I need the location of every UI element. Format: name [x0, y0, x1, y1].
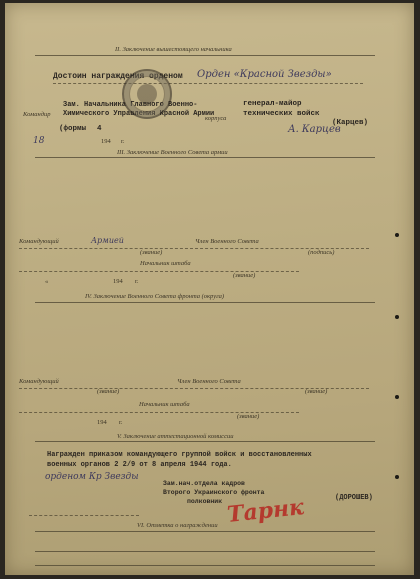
divider [35, 531, 375, 532]
fill-line [29, 515, 139, 516]
section-5-header: V. Заключение аттестационной комиссии [117, 433, 234, 440]
section-3-header: III. Заключение Военного Совета армии [117, 149, 228, 156]
binder-hole [395, 315, 399, 319]
sub-rank-2: (звание) [233, 272, 256, 279]
official-title: Зам. Начальника Главного Военно-Химического Управления Красной Армии [63, 101, 215, 118]
award-order-text-2: военных органов 2 2/9 от 8 апреля 1944 года. [47, 461, 232, 469]
sub-rank-3: (звание) [237, 413, 260, 420]
award-handwritten: Орден «Красной Звезды» [197, 69, 332, 80]
date-suffix: г. [121, 138, 125, 145]
handwritten-signature: А. Карцев [288, 124, 341, 135]
divider [35, 302, 375, 303]
form-number: 4 [97, 125, 102, 133]
label-corps: корпуса [205, 115, 227, 122]
label-council-member: Член Военного Совета [195, 238, 259, 245]
sub-signature: (подпись) [308, 249, 335, 256]
label-chief-of-staff: Начальник штаба [140, 260, 191, 267]
date-year: 194 [101, 138, 111, 145]
date-open: « [45, 278, 49, 285]
section-4-header: IV. Заключение Военного Совета фронта (округа) [85, 293, 225, 300]
label-army-commander: Командующий [19, 238, 59, 245]
label-chief-of-staff: Начальник штаба [139, 401, 190, 408]
binder-hole [395, 233, 399, 237]
date-year: 194 [113, 278, 123, 285]
rank-line1: генерал-майор [243, 100, 302, 108]
sub-rank-2: (звание) [305, 388, 328, 395]
divider [35, 157, 375, 158]
name-in-brackets: (Карцев) [332, 119, 369, 127]
rank-line2: технических войск [243, 110, 320, 118]
sub-rank: (звание) [140, 249, 163, 256]
date-suffix: г. [135, 278, 139, 285]
binder-hole [395, 395, 399, 399]
divider [35, 565, 375, 566]
section-2-header: II. Заключение вышестоящего начальника [115, 46, 232, 53]
divider [35, 441, 375, 442]
date-suffix: г. [119, 419, 123, 426]
divider [35, 551, 375, 552]
official-seal [122, 69, 172, 119]
document-sheet [5, 3, 414, 575]
fill-line [19, 271, 299, 272]
officer-title: Зам.нач.отдела кадров [163, 480, 245, 487]
binder-hole [395, 475, 399, 479]
red-signature: Тарнк [225, 494, 306, 528]
form-label: (формы [59, 125, 87, 133]
recommendation-text: Достоин награждения орденом [53, 72, 183, 81]
army-handwritten: Армией [91, 236, 124, 245]
officer-rank: полковник [187, 498, 223, 505]
award-order-text: Награжден приказом командующего группой войск и восстановленных [47, 451, 312, 459]
fill-line [53, 83, 363, 84]
sub-rank: (звание) [97, 388, 120, 395]
date-year: 194 [97, 419, 107, 426]
award-handwritten: орденом Кр Звезды [45, 472, 139, 482]
officer-name: (ДОРОШЕВ) [335, 494, 373, 502]
label-front-commander: Командующий [19, 378, 59, 385]
divider [35, 55, 375, 56]
section-6-header: VI. Отметка о награждении [137, 522, 218, 529]
officer-front: Второго Украинского фронта [163, 489, 265, 496]
label-council-member: Член Военного Совета [177, 378, 241, 385]
label-commander: Командир [23, 111, 51, 118]
date-day: 18 [33, 136, 45, 146]
